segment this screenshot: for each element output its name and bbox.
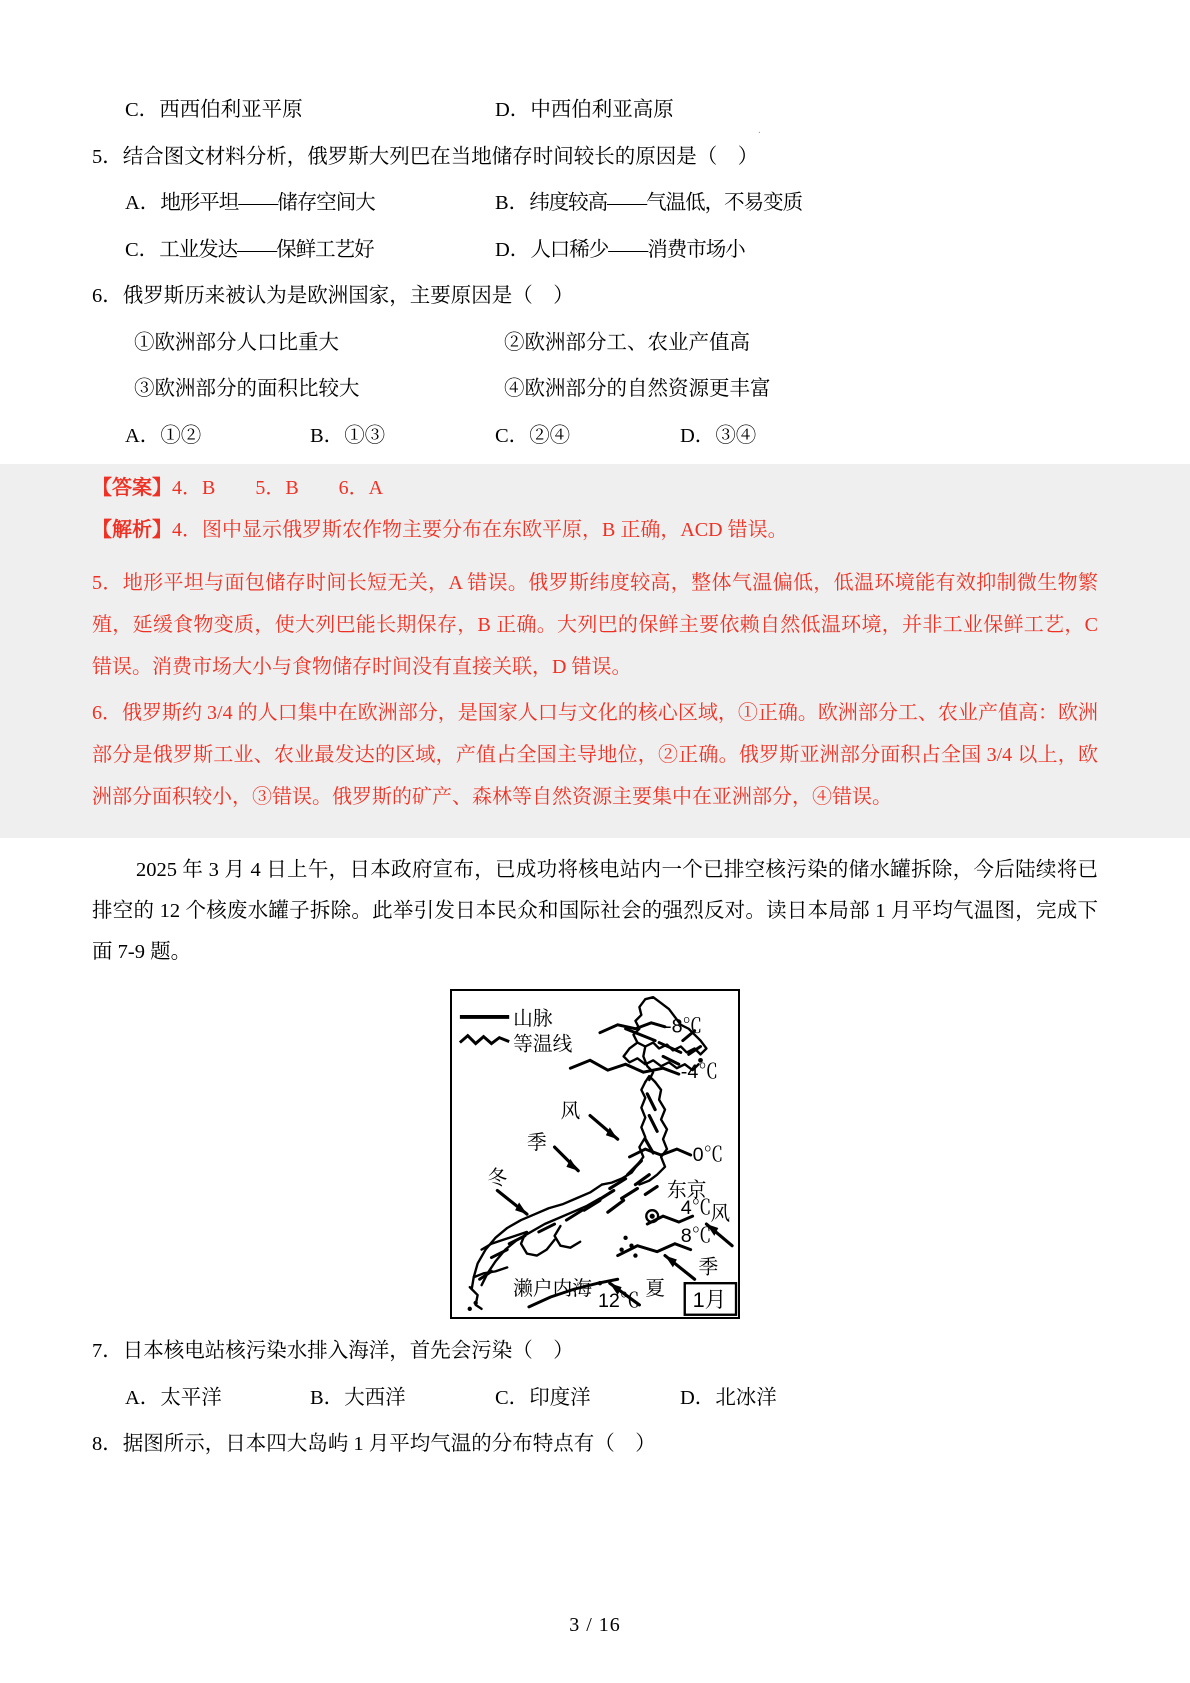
question6-statements-row-2 xyxy=(92,379,1098,400)
question6-statement-3: ③欧洲部分的面积比较大 xyxy=(134,378,360,400)
winter-wind-label-ji: 季 xyxy=(526,1132,547,1155)
summer-wind-label-ji: 季 xyxy=(698,1256,719,1279)
isotherm-8-line xyxy=(618,1244,691,1256)
question5-option-b xyxy=(495,193,865,214)
question8-stem-row xyxy=(92,1434,1098,1455)
isotherm-minus4-line xyxy=(570,1060,678,1074)
question7-options-row xyxy=(92,1388,1098,1409)
option-text: 中西伯利亚高原 xyxy=(530,99,674,121)
answer-row xyxy=(92,478,1098,498)
question6-option-a xyxy=(125,426,310,447)
passage-paragraph xyxy=(92,850,1098,973)
legend-isotherm-label: 等温线 xyxy=(513,1033,573,1056)
question6-number: 6． xyxy=(92,285,123,307)
isotherm-minus4-label: -4℃ xyxy=(680,1061,719,1084)
option-label: A． xyxy=(125,1386,161,1409)
passage-text: 2025 年 3 月 4 日上午，日本政府宣布，已成功将核电站内一个已排空核污染的储水罐拆除，今后陆续将已排空的 12 个核废水罐子拆除。此举引发日本民众和国际社会的强烈反对。读日本局部 1 月平均气温图，完成下面 7-9 题。 xyxy=(92,859,1098,963)
option-text: ①② xyxy=(160,424,202,447)
legend-mountain-label: 山脉 xyxy=(513,1007,553,1030)
winter-monsoon-arrows xyxy=(488,1101,618,1215)
tokyo-label: 东京 xyxy=(666,1179,707,1202)
option-label: A． xyxy=(125,424,161,447)
option-text: 印度洋 xyxy=(529,1386,591,1409)
question7-stem: 日本核电站核污染水排入海洋，首先会污染（ ） xyxy=(122,1340,574,1362)
option-text: 北冰洋 xyxy=(715,1386,777,1409)
option-label: B． xyxy=(310,424,345,447)
question6-option-d xyxy=(680,426,865,447)
analysis-q4-text: 4．图中显示俄罗斯农作物主要分布在东欧平原，B 正确，ACD 错误。 xyxy=(172,519,788,541)
analysis-q4-row xyxy=(92,520,1098,540)
japan-temperature-map xyxy=(450,989,740,1319)
question6-statement-4: ④欧洲部分的自然资源更丰富 xyxy=(504,378,771,400)
stray-mark: . xyxy=(758,124,761,136)
answer-analysis-block xyxy=(0,464,1190,838)
question6-statement-2: ②欧洲部分工、农业产值高 xyxy=(504,331,750,354)
question7-option-a xyxy=(125,1388,310,1409)
isotherm-0-label: 0℃ xyxy=(692,1143,724,1166)
question7-option-c xyxy=(495,1388,680,1409)
isotherm-8-label: 8℃ xyxy=(680,1224,712,1247)
page-footer: 3 / 16 xyxy=(569,1614,621,1636)
option-text: ③④ xyxy=(715,424,757,447)
option-label: C． xyxy=(125,238,160,261)
question7-option-b xyxy=(310,1388,495,1409)
question5-options-row-2 xyxy=(92,240,1098,261)
legend-isotherm-line-icon xyxy=(460,1036,509,1044)
option-label: C． xyxy=(125,99,160,121)
analysis-q6-text: 6．俄罗斯约 3/4 的人口集中在欧洲部分，是国家人口与文化的核心区域，①正确。欧洲部分工、农业产值高：欧洲部分是俄罗斯工业、农业最发达的区域，产值占全国主导地位，②正确。俄罗斯亚洲部分面积占全国 3/4 以上，欧洲部分面积较小，③错误。俄罗斯的矿产、森林等自然资源主要集中在亚洲部分，④错误。 xyxy=(92,702,1098,808)
isotherm-0-line xyxy=(630,1149,691,1157)
question4-options-row xyxy=(92,100,1098,121)
option-label: C． xyxy=(495,1386,530,1409)
month-corner-box xyxy=(685,1283,736,1315)
question5-stem-row xyxy=(92,147,1098,168)
option-label: A． xyxy=(125,192,161,214)
map-legend xyxy=(460,1008,573,1056)
option-label: C． xyxy=(495,424,530,447)
question5-number: 5． xyxy=(92,145,123,168)
question6-stem-row xyxy=(92,286,1098,307)
western-japan-mountains xyxy=(480,1210,583,1279)
question6-options-row xyxy=(92,426,1098,447)
winter-wind-label-feng: 风 xyxy=(560,1100,581,1123)
question5-option-d xyxy=(495,240,865,261)
month-label: 1月 xyxy=(692,1286,727,1312)
option-text: 大西洋 xyxy=(344,1386,406,1409)
option-text: 太平洋 xyxy=(160,1386,222,1409)
question5-option-a xyxy=(125,193,495,214)
question5-option-c xyxy=(125,240,495,261)
figure-container xyxy=(92,989,1098,1319)
option-label: D． xyxy=(680,424,716,447)
option-text: 工业发达——保鲜工艺好 xyxy=(159,238,374,261)
question5-options-row-1 xyxy=(92,193,1098,214)
summer-wind-label-xia: 夏 xyxy=(645,1278,666,1301)
winter-wind-label-dong: 冬 xyxy=(487,1167,508,1190)
question7-stem-row xyxy=(92,1341,1098,1362)
answer-tag: 【答案】 xyxy=(92,477,172,499)
question4-option-c xyxy=(125,100,495,121)
question6-option-c xyxy=(495,426,680,447)
question6-statement-1: ①欧洲部分人口比重大 xyxy=(134,331,339,354)
option-text: 西西伯利亚平原 xyxy=(159,99,303,121)
option-text: ②④ xyxy=(529,424,571,447)
analysis-q5-text: 5．地形平坦与面包储存时间长短无关，A 错误。俄罗斯纬度较高，整体气温偏低，低温环境能有效抑制微生物繁殖，延缓食物变质，使大列巴能长期保存，B 正确。大列巴的保鲜主要依赖自然低温环境，并非工业保鲜工艺，C 错误。消费市场大小与食物储存时间没有直接关联，D 错误。 xyxy=(92,572,1098,678)
option-label: D． xyxy=(680,1386,716,1409)
question5-stem: 结合图文材料分析，俄罗斯大列巴在当地储存时间较长的原因是（ ） xyxy=(122,145,759,168)
map-svg xyxy=(452,991,738,1317)
isotherm-4-label: 4℃ xyxy=(680,1197,712,1220)
honshu-mountains xyxy=(584,1094,657,1212)
summer-wind-label-feng: 风 xyxy=(710,1203,731,1226)
question6-stem: 俄罗斯历来被认为是欧洲国家，主要原因是（ ） xyxy=(122,285,574,307)
seto-inland-sea-label: 濑户内海 xyxy=(513,1278,593,1301)
option-text: 地形平坦——储存空间大 xyxy=(160,192,375,214)
question4-option-d xyxy=(495,100,865,121)
option-text: 人口稀少——消费市场小 xyxy=(530,238,745,261)
option-label: D． xyxy=(495,238,531,261)
analysis-tag: 【解析】 xyxy=(92,519,172,541)
question8-number: 8． xyxy=(92,1433,123,1455)
option-text: 纬度较高——气温低，不易变质 xyxy=(529,192,803,214)
isotherm-12-label: 12℃ xyxy=(597,1289,640,1312)
option-label: D． xyxy=(495,99,531,121)
option-label: B． xyxy=(310,1386,345,1409)
isotherm-minus8-label: -8℃ xyxy=(665,1015,703,1038)
question6-statements-row-1 xyxy=(92,333,1098,354)
question6-option-b xyxy=(310,426,495,447)
answer-values: 4．B 5．B 6．A xyxy=(172,477,384,499)
question7-number: 7． xyxy=(92,1340,123,1362)
option-text: ①③ xyxy=(344,424,386,447)
option-label: B． xyxy=(495,192,530,214)
question8-stem: 据图所示，日本四大岛屿 1 月平均气温的分布特点有（ ） xyxy=(122,1433,656,1455)
question7-option-d xyxy=(680,1388,865,1409)
